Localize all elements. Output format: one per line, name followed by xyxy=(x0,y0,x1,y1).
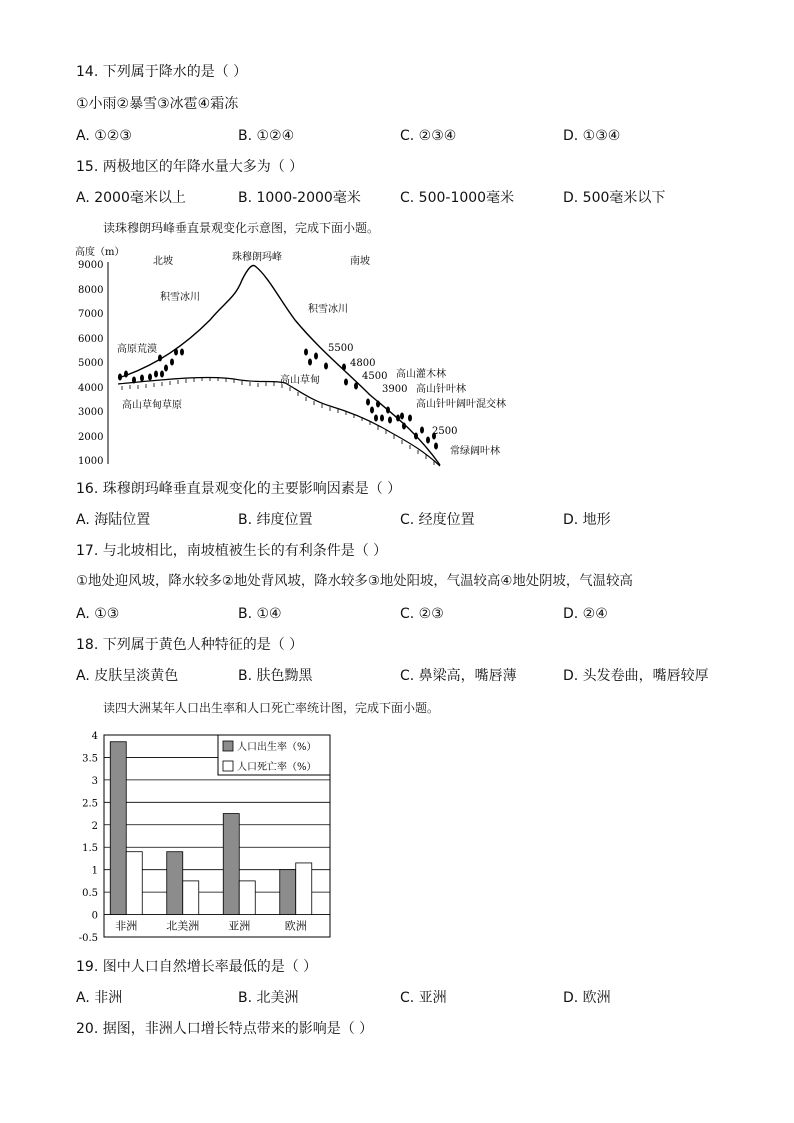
ytick-6000: 6000 xyxy=(78,334,104,345)
label-conifer: 高山针叶林 xyxy=(416,384,466,395)
q17-stem: 17. 与北坡相比，南坡植被生长的有利条件是（ ） xyxy=(76,543,388,559)
label-alpine-meadow: 高山草甸 xyxy=(280,375,320,386)
y-tick-label: 0 xyxy=(91,910,98,922)
y-tick-label: 4 xyxy=(91,731,98,742)
q14-option-c[interactable]: C. ②③④ xyxy=(400,128,457,144)
q14-option-d[interactable]: D. ①③④ xyxy=(563,128,621,144)
y-tick-label: 1 xyxy=(91,865,98,877)
label-glacier-north: 积雪冰川 xyxy=(160,292,200,303)
q16-option-b[interactable]: B. 纬度位置 xyxy=(238,512,313,528)
death-rate-bar xyxy=(183,881,199,915)
q16-stem: 16. 珠穆朗玛峰垂直景观变化的主要影响因素是（ ） xyxy=(76,481,402,497)
q14-note: ①小雨②暴雪③冰雹④霜冻 xyxy=(76,96,239,112)
q15-option-d[interactable]: D. 500毫米以下 xyxy=(563,190,666,206)
q16-option-c[interactable]: C. 经度位置 xyxy=(400,512,475,528)
elev-4500: 4500 xyxy=(362,371,388,382)
ytick-9000: 9000 xyxy=(78,260,104,271)
q17-option-d[interactable]: D. ②④ xyxy=(563,606,608,622)
label-south-slope: 南坡 xyxy=(350,256,370,267)
q18-stem: 18. 下列属于黄色人种特征的是（ ） xyxy=(76,637,304,653)
intro-everest: 读珠穆朗玛峰垂直景观变化示意图，完成下面小题。 xyxy=(103,221,380,235)
legend-swatch xyxy=(223,741,233,751)
q16-option-d[interactable]: D. 地形 xyxy=(563,512,611,528)
q19-stem: 19. 图中人口自然增长率最低的是（ ） xyxy=(76,959,318,975)
q17-option-a[interactable]: A. ①③ xyxy=(76,606,120,622)
q15-option-b[interactable]: B. 1000-2000毫米 xyxy=(238,190,361,206)
diagram-yticks xyxy=(78,260,103,467)
label-plateau-desert: 高原荒漠 xyxy=(117,344,157,355)
q18-option-d[interactable]: D. 头发卷曲，嘴唇较厚 xyxy=(563,668,709,684)
death-rate-bar xyxy=(296,863,312,915)
elev-2500: 2500 xyxy=(432,426,458,437)
label-peak: 珠穆朗玛峰 xyxy=(232,252,282,263)
q14-option-a[interactable]: A. ①②③ xyxy=(76,128,132,144)
ytick-8000: 8000 xyxy=(78,285,104,296)
elev-5500: 5500 xyxy=(328,343,354,354)
elev-4800: 4800 xyxy=(350,358,376,369)
population-bar-chart xyxy=(70,725,340,950)
y-tick-label: -0.5 xyxy=(78,933,98,944)
diagram-ylabel: 高度（m） xyxy=(75,247,125,258)
label-north-slope: 北坡 xyxy=(153,256,173,267)
category-label: 亚洲 xyxy=(228,919,251,933)
q15-stem: 15. 两极地区的年降水量大多为（ ） xyxy=(76,159,304,175)
label-shrub: 高山灌木林 xyxy=(396,369,446,380)
q20-stem: 20. 据图，非洲人口增长特点带来的影响是（ ） xyxy=(76,1021,374,1037)
legend-label: 人口出生率（%） xyxy=(237,742,317,753)
intro-population: 读四大洲某年人口出生率和人口死亡率统计图，完成下面小题。 xyxy=(103,701,440,715)
category-label: 北美洲 xyxy=(166,919,200,933)
label-mixed-forest: 高山针叶阔叶混交林 xyxy=(416,399,506,410)
legend-label: 人口死亡率（%） xyxy=(237,762,317,773)
ytick-3000: 3000 xyxy=(78,407,104,418)
q18-option-b[interactable]: B. 肤色黝黑 xyxy=(238,668,313,684)
y-tick-label: 3 xyxy=(91,775,98,787)
q15-option-a[interactable]: A. 2000毫米以上 xyxy=(76,190,186,206)
everest-diagram xyxy=(70,240,530,472)
q19-option-c[interactable]: C. 亚洲 xyxy=(400,990,447,1006)
ytick-2000: 2000 xyxy=(78,432,104,443)
q17-note: ①地处迎风坡，降水较多②地处背风坡，降水较多③地处阳坡，气温较高④地处阴坡，气温较高 xyxy=(76,574,633,589)
q18-option-c[interactable]: C. 鼻梁高，嘴唇薄 xyxy=(400,668,517,684)
y-tick-label: 3.5 xyxy=(82,753,98,765)
label-glacier-south: 积雪冰川 xyxy=(308,304,348,315)
label-meadow-steppe: 高山草甸草原 xyxy=(122,400,182,411)
ytick-1000: 1000 xyxy=(78,456,104,467)
legend-swatch xyxy=(223,761,233,771)
death-rate-bar xyxy=(126,852,142,915)
label-evergreen: 常绿阔叶林 xyxy=(450,446,500,457)
q19-option-b[interactable]: B. 北美洲 xyxy=(238,990,299,1006)
y-tick-label: 0.5 xyxy=(82,888,98,900)
ytick-7000: 7000 xyxy=(78,309,104,320)
q16-option-a[interactable]: A. 海陆位置 xyxy=(76,512,151,528)
y-tick-label: 1.5 xyxy=(82,843,98,855)
y-tick-label: 2 xyxy=(91,820,98,832)
q14-option-b[interactable]: B. ①②④ xyxy=(238,128,295,144)
category-label: 欧洲 xyxy=(284,919,307,933)
birth-rate-bar xyxy=(167,852,183,915)
ytick-5000: 5000 xyxy=(78,358,104,369)
y-tick-label: 2.5 xyxy=(82,798,98,810)
q15-option-c[interactable]: C. 500-1000毫米 xyxy=(400,190,515,206)
birth-rate-bar xyxy=(280,870,296,915)
q17-option-c[interactable]: C. ②③ xyxy=(400,606,444,622)
q18-option-a[interactable]: A. 皮肤呈淡黄色 xyxy=(76,668,179,684)
birth-rate-bar xyxy=(110,742,126,915)
q14-stem: 14. 下列属于降水的是（ ） xyxy=(76,64,248,80)
q19-option-a[interactable]: A. 非洲 xyxy=(76,990,123,1006)
ytick-4000: 4000 xyxy=(78,383,104,394)
category-label: 非洲 xyxy=(115,919,138,933)
q19-option-d[interactable]: D. 欧洲 xyxy=(563,990,611,1006)
elev-3900: 3900 xyxy=(382,384,408,395)
birth-rate-bar xyxy=(223,814,239,915)
q17-option-b[interactable]: B. ①④ xyxy=(238,606,282,622)
death-rate-bar xyxy=(239,881,255,915)
